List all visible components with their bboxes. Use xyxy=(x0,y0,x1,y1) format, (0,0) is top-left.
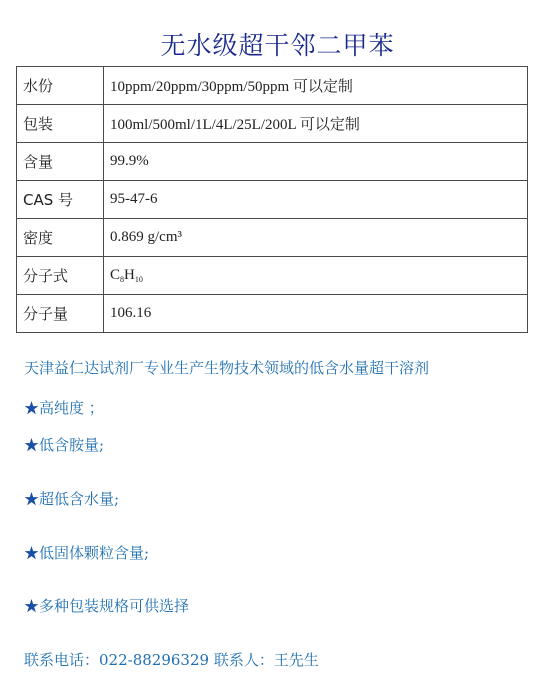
spec-value-density: 0.869 g/cm³ xyxy=(104,219,528,257)
formula-c: C xyxy=(110,267,121,283)
feature-item xyxy=(24,542,149,563)
formula-c-subscript: 8 xyxy=(120,275,125,284)
table-row xyxy=(17,67,528,105)
star-icon: ★ xyxy=(24,436,40,454)
star-icon: ★ xyxy=(24,399,40,417)
feature-label: 低固体颗粒含量; xyxy=(39,544,150,562)
feature-label: 多种包装规格可供选择 xyxy=(39,597,190,615)
spec-key-package: 包装 xyxy=(17,105,104,143)
spec-table xyxy=(16,66,528,333)
spec-key-formula: 分子式 xyxy=(17,257,104,295)
table-row xyxy=(17,143,528,181)
spec-value-cas: 95-47-6 xyxy=(104,181,528,219)
intro-text: 天津益仁达试剂厂专业生产生物技术领域的低含水量超干溶剂 xyxy=(24,359,430,377)
feature-item xyxy=(24,595,189,616)
feature-label: 超低含水量; xyxy=(39,490,120,508)
formula-h: H xyxy=(124,267,135,283)
spec-value-formula xyxy=(104,257,528,295)
star-icon: ★ xyxy=(24,597,40,615)
spec-key-water: 水份 xyxy=(17,67,104,105)
table-row xyxy=(17,295,528,333)
star-icon: ★ xyxy=(24,544,40,562)
formula-h-subscript: 10 xyxy=(134,275,143,284)
table-row xyxy=(17,219,528,257)
spec-key-mw: 分子量 xyxy=(17,295,104,333)
feature-label: 低含胺量; xyxy=(39,436,105,454)
feature-item xyxy=(24,397,104,418)
spec-value-purity: 99.9% xyxy=(104,143,528,181)
spec-value-water: 10ppm/20ppm/30ppm/50ppm 可以定制 xyxy=(104,67,528,105)
feature-label: 高纯度 ； xyxy=(39,399,104,417)
feature-item xyxy=(24,434,104,455)
contact-info: 联系电话：022-88296329 联系人：王先生 xyxy=(24,651,319,669)
table-row xyxy=(17,105,528,143)
table-row xyxy=(17,257,528,295)
spec-key-purity: 含量 xyxy=(17,143,104,181)
spec-value-package: 100ml/500ml/1L/4L/25L/200L 可以定制 xyxy=(104,105,528,143)
page-title: 无水级超干邻二甲苯 xyxy=(160,31,395,60)
table-row xyxy=(17,181,528,219)
spec-value-mw: 106.16 xyxy=(104,295,528,333)
star-icon: ★ xyxy=(24,490,40,508)
spec-key-density: 密度 xyxy=(17,219,104,257)
feature-item xyxy=(24,488,119,509)
spec-key-cas: CAS 号 xyxy=(17,181,104,219)
